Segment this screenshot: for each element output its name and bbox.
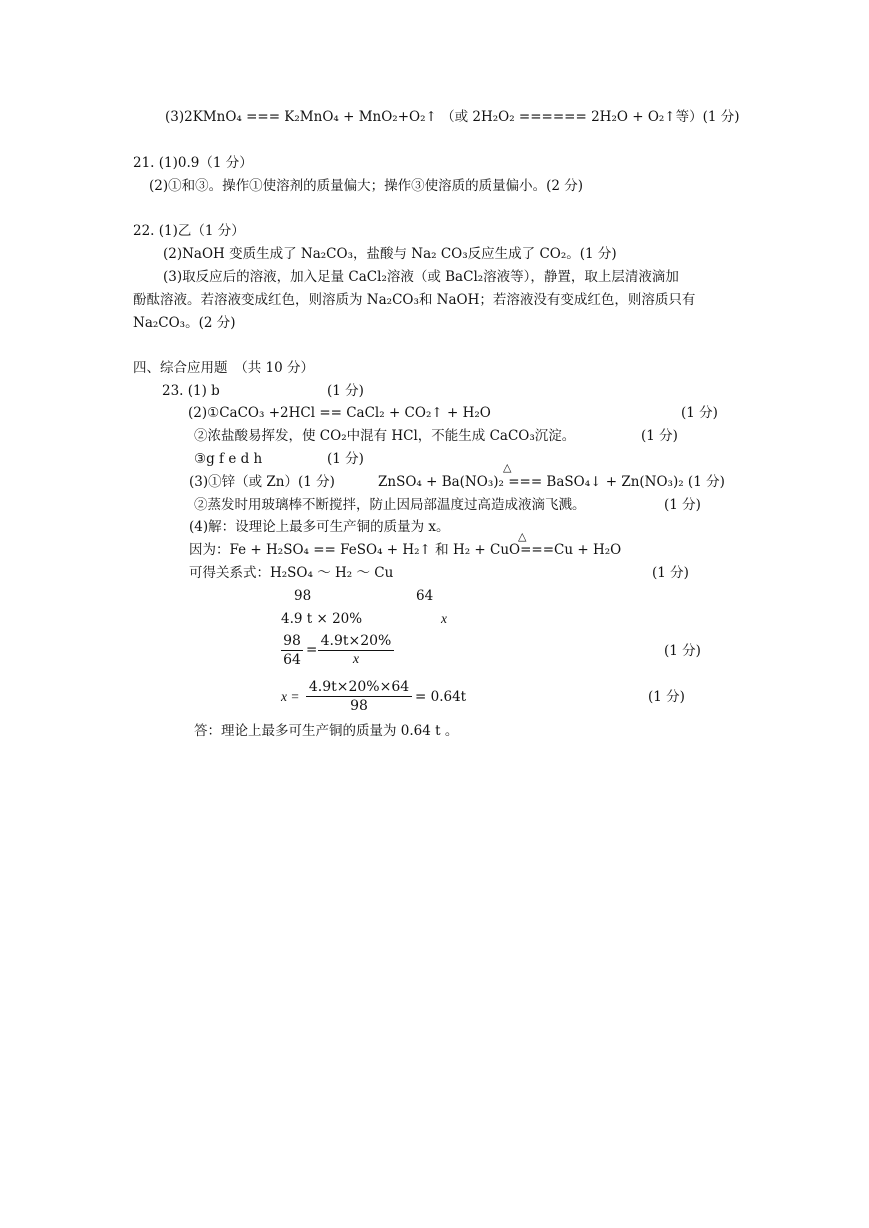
score-label: (1 分)	[648, 689, 685, 705]
answer-line-q23-3-2: ②蒸发时用玻璃棒不断搅拌，防止因局部温度过高造成液滴飞溅。	[194, 497, 586, 513]
equation-lhs: x =	[281, 689, 300, 704]
given-mass-value: 4.9 t × 20%	[281, 611, 363, 627]
molar-mass-value: 64	[416, 588, 434, 604]
final-answer-line: 答：理论上最多可生产铜的质量为 0.64 t 。	[194, 723, 459, 739]
equation-rhs: = 0.64t	[415, 689, 467, 705]
answer-line-q22-2: (2)NaOH 变质生成了 Na₂CO₃，盐酸与 Na₂ CO₃反应生成了 CO₂。(1 分)	[163, 246, 617, 262]
section-heading: 四、综合应用题 （共 10 分）	[133, 360, 315, 376]
fraction	[281, 632, 303, 669]
unknown-variable: x	[441, 611, 447, 626]
heating-symbol: △	[518, 530, 527, 543]
equals-sign: =	[306, 642, 318, 658]
score-label: (1 分)	[652, 565, 689, 581]
score-label: (1 分)	[327, 451, 364, 467]
denominator: 64	[281, 650, 303, 669]
fraction	[318, 632, 394, 669]
score-label: (1 分)	[327, 383, 364, 399]
answer-line-q22-3-end: Na₂CO₃。(2 分)	[133, 315, 236, 331]
heating-symbol: △	[503, 461, 512, 474]
answer-line-q22-3: (3)取反应后的溶液，加入足量 CaCl₂溶液（或 BaCl₂溶液等），静置，取上层清液滴加	[163, 269, 679, 285]
denominator: x	[318, 650, 394, 669]
answer-line-q23-2-2: ②浓盐酸易挥发，使 CO₂中混有 HCl，不能生成 CaCO₃沉淀。	[194, 428, 576, 444]
denominator: 98	[306, 696, 412, 715]
numerator: 98	[283, 633, 301, 649]
score-label: (1 分)	[641, 428, 678, 444]
answer-line-q22-3-cont: 酚酞溶液。若溶液变成红色，则溶质为 Na₂CO₃和 NaOH；若溶液没有变成红色，则溶质只有	[133, 292, 696, 308]
equation-line: ZnSO₄ + Ba(NO₃)₂ === BaSO₄↓ + Zn(NO₃)₂ (1 分)	[378, 474, 725, 490]
answer-line-q21-2: (2)①和③。操作①使溶剂的质量偏大；操作③使溶质的质量偏小。(2 分)	[149, 178, 584, 194]
answer-line-q23-2-3: ③g f e d h	[194, 451, 263, 467]
answer-line-q20-3: (3)2KMnO₄ === K₂MnO₄ + MnO₂+O₂↑ （或 2H₂O₂ ====== 2H₂O + O₂↑等）(1 分)	[165, 109, 740, 125]
score-label: (1 分)	[664, 497, 701, 513]
relation-line: 可得关系式：H₂SO₄ ～ H₂ ～ Cu	[189, 565, 394, 581]
answer-line-q23-3-1: (3)①锌（或 Zn）(1 分)	[189, 474, 335, 490]
numerator: 4.9t×20%	[320, 633, 392, 649]
numerator: 4.9t×20%×64	[308, 679, 410, 695]
answer-line-q21-1: 21. (1)0.9（1 分）	[133, 155, 253, 171]
molar-mass-value: 98	[294, 588, 312, 604]
answer-line-q23-4: (4)解：设理论上最多可生产铜的质量为 x。	[189, 519, 450, 535]
score-label: (1 分)	[681, 405, 718, 421]
answer-line-q22-1: 22. (1)乙（1 分）	[133, 223, 245, 239]
score-label: (1 分)	[664, 643, 701, 659]
fraction	[306, 678, 412, 715]
answer-line-q23-1: 23. (1) b	[162, 383, 220, 399]
answer-line-q23-2-1: (2)①CaCO₃ +2HCl == CaCl₂ + CO₂↑ + H₂O	[188, 405, 491, 421]
equation-line: 因为：Fe + H₂SO₄ == FeSO₄ + H₂↑ 和 H₂ + CuO===Cu + H₂O	[189, 542, 622, 558]
